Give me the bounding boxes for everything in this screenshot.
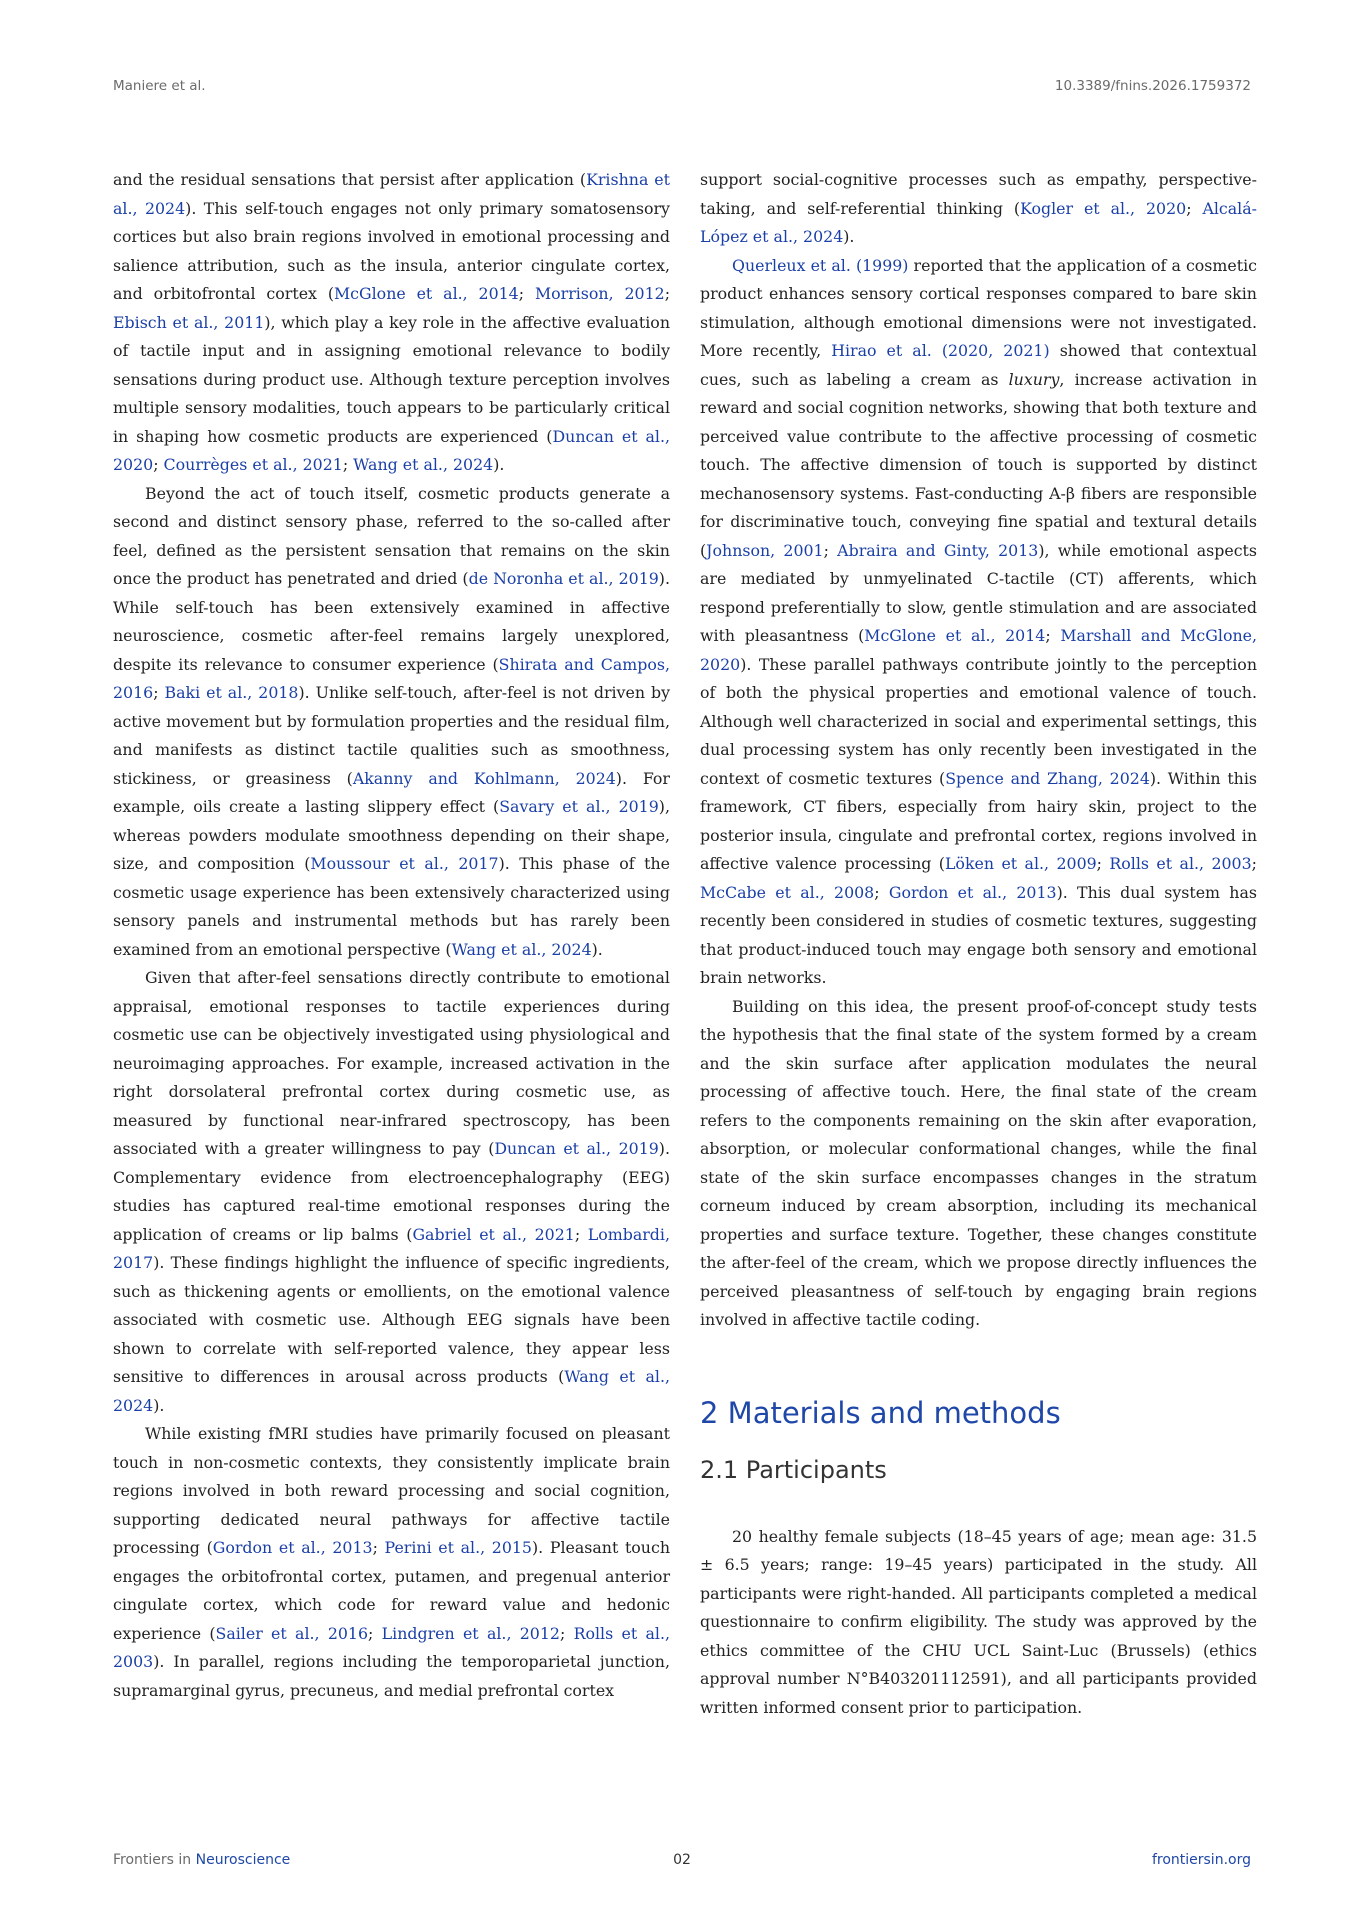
citation-link[interactable]: Alcalá-López et al., 2024 [700, 198, 1257, 246]
text: ). This phase of the cosmetic usage experience has been extensively characterized using sensory panels and instrumental methods but has rarely been examined from an emotional perspective ( [113, 854, 670, 959]
citation-link[interactable]: Gordon et al., 2013 [212, 1538, 373, 1557]
text: ). [493, 455, 505, 474]
site-link[interactable]: frontiersin.org [1151, 1852, 1251, 1868]
text: ; [874, 882, 889, 902]
citation-link[interactable]: Rolls et al., 2003 [1109, 854, 1252, 873]
text: ; [574, 1224, 588, 1244]
text: ). In parallel, regions including the temporoparietal junction, supramarginal gyrus, precuneus, and medial prefrontal cortex [113, 1652, 670, 1700]
text: , increase activation in reward and social cognition networks, showing that both texture and perceived value contribute to the affective processing of cosmetic touch. The affective dimension of touch is supported by distinct mechanosensory systems. Fast-conducting A-β fibers are responsible for discriminative touch, conveying fine spatial and textural details ( [700, 369, 1257, 560]
citation-link[interactable]: Querleux et al. (1999) [732, 255, 909, 275]
text: ). [153, 1395, 165, 1415]
text: ), whereas powders modulate smoothness depending on their shape, size, and composition ( [113, 797, 670, 873]
citation-link[interactable]: de Noronha et al., 2019 [468, 569, 659, 588]
text: ). This dual system has recently been considered in studies of cosmetic textures, suggesting that product-induced touch may engage both sensory and emotional brain networks. [700, 882, 1258, 987]
text: ; [1045, 626, 1061, 645]
page-number: 02 [673, 1852, 691, 1868]
text: ; [372, 1538, 385, 1557]
citation-link[interactable]: Krishna et al., 2024 [113, 170, 671, 218]
journal-prefix: Frontiers in [113, 1852, 196, 1868]
paragraph [700, 166, 1257, 252]
right-column [700, 166, 1257, 1722]
citation-link[interactable]: Duncan et al., 2020 [113, 426, 670, 474]
emphasis: luxury [1008, 369, 1060, 389]
text: Given that after-feel sensations directly contribute to emotional appraisal, emotional responses to tactile experiences during cosmetic use can be objectively investigated using physiological and neuroimaging approaches. For example, increased activation in the right dorsolateral prefrontal cortex during cosmetic use, as measured by functional near-infrared spectroscopy, has been associated with a greater willingness to pay ( [113, 968, 670, 1158]
citation-link[interactable]: Duncan et al., 2019 [494, 1139, 659, 1158]
citation-link[interactable]: Baki et al., 2018 [164, 683, 299, 702]
page-header [113, 78, 1251, 94]
text: ; [823, 540, 838, 560]
text: ; [368, 1623, 382, 1643]
left-column [113, 166, 670, 1722]
citation-link[interactable]: Lindgren et al., 2012 [381, 1623, 560, 1643]
doi: 10.3389/fnins.2026.1759372 [1054, 78, 1251, 94]
paragraph [113, 1420, 670, 1705]
citation-link[interactable]: Gordon et al., 2013 [888, 882, 1057, 902]
article-body [113, 166, 1257, 1722]
citation-link[interactable]: Morrison, 2012 [534, 284, 665, 303]
citation-link[interactable]: Johnson, 2001 [706, 540, 824, 560]
citation-link[interactable]: Gabriel et al., 2021 [412, 1224, 575, 1244]
text: While existing fMRI studies have primarily focused on pleasant touch in non-cosmetic contexts, they consistently implicate brain regions involved in both reward processing and social cognition, supporting dedicated neural pathways for affective tactile processing ( [113, 1424, 670, 1557]
journal-link[interactable]: Neuroscience [195, 1852, 291, 1868]
citation-link[interactable]: Akanny and Kohlmann, 2024 [352, 768, 616, 788]
text: ; [664, 284, 671, 303]
citation-link[interactable]: McGlone et al., 2014 [333, 284, 519, 303]
text: Beyond the act of touch itself, cosmetic products generate a second and distinct sensory phase, referred to the so-called after feel, defined as the persistent sensation that remains on the skin once the product has penetrated and dried ( [113, 483, 670, 588]
text: ; [153, 455, 164, 474]
text: ). [591, 939, 603, 959]
citation-link[interactable]: Savary et al., 2019 [499, 797, 659, 816]
page-footer [113, 1852, 1251, 1868]
text: ), while emotional aspects are mediated by unmyelinated C-tactile (CT) afferents, which respond preferentially to slow, gentle stimulation and are associated with pleasantness ( [700, 540, 1258, 645]
citation-link[interactable]: Lombardi, 2017 [113, 1224, 670, 1272]
citation-link[interactable]: Abraira and Ginty, 2013 [837, 540, 1039, 560]
journal-name [113, 1852, 290, 1868]
citation-link[interactable]: Wang et al., 2024 [113, 1367, 670, 1415]
paragraph: Building on this idea, the present proof-of-concept study tests the hypothesis that the final state of the system formed by a cream and the skin surface after application modulates the neural processing of affective touch. Here, the final state of the cream refers to the components remaining on the skin after evaporation, absorption, or molecular conformational changes, while the final state of the skin surface encompasses changes in the stratum corneum induced by cream absorption, including its mechanical properties and surface texture. Together, these changes constitute the after-feel of the cream, which we propose directly influences the perceived pleasantness of self-touch by engaging brain regions involved in affective tactile coding. [700, 996, 1257, 1329]
section-heading: 2 Materials and methods [700, 1395, 1061, 1430]
text: ). This self-touch engages not only primary somatosensory cortices but also brain regions involved in emotional processing and salience attribution, such as the insula, anterior cingulate cortex, and orbitofrontal cortex ( [113, 198, 670, 303]
citation-link[interactable]: Löken et al., 2009 [944, 854, 1097, 873]
text: and the residual sensations that persist after application ( [113, 170, 587, 189]
paragraph [113, 964, 670, 1420]
text: ; [1251, 854, 1257, 873]
citation-link[interactable]: Moussour et al., 2017 [310, 854, 499, 873]
citation-link[interactable]: Perini et al., 2015 [384, 1538, 532, 1557]
paragraph [113, 480, 670, 965]
citation-link[interactable]: Spence and Zhang, 2024 [945, 768, 1150, 788]
citation-link[interactable]: Shirata and Campos, 2016 [113, 654, 670, 702]
text: ). For example, oils create a lasting slippery effect ( [113, 768, 670, 816]
citation-link[interactable]: Hirao et al. (2020, 2021) [831, 341, 1050, 360]
running-author: Maniere et al. [113, 78, 206, 94]
citation-link[interactable]: Wang et al., 2024 [451, 939, 592, 959]
citation-link[interactable]: Kogler et al., 2020 [1020, 198, 1187, 218]
text: ). Unlike self-touch, after-feel is not driven by active movement but by formulation properties and the residual film, and manifests as distinct tactile qualities such as smoothness, stickiness, or greasiness ( [113, 683, 671, 788]
paragraph: 20 healthy female subjects (18–45 years of age; mean age: 31.5 ± 6.5 years; range: 19–45 years) participated in the study. All participants were right-handed. All participants completed a medical questionnaire to confirm eligibility. The study was approved by the ethics committee of the CHU UCL Saint-Luc (Brussels) (ethics approval number N°B403201112591), and all participants provided written informed consent prior to participation. [700, 1526, 1257, 1717]
text: ; [1186, 198, 1203, 218]
subsection-heading: 2.1 Participants [700, 1455, 887, 1484]
paragraph [113, 166, 670, 480]
citation-link[interactable]: McGlone et al., 2014 [864, 626, 1046, 645]
citation-link[interactable]: McCabe et al., 2008 [700, 882, 875, 902]
text: reported that the application of a cosmetic product enhances sensory cortical responses compared to bare skin stimulation, although emotional dimensions were not investigated. More recently, [700, 255, 1257, 360]
text: ). Complementary evidence from electroencephalography (EEG) studies has captured real-time emotional responses during the application of creams or lip balms ( [113, 1139, 670, 1244]
text: support social-cognitive processes such as empathy, perspective-taking, and self-referential thinking ( [700, 170, 1257, 218]
text: ). These findings highlight the influence of specific ingredients, such as thickening agents or emollients, on the emotional valence associated with cosmetic use. Although EEG signals have been shown to correlate with self-reported valence, they appear less sensitive to differences in arousal across products ( [113, 1253, 670, 1386]
citation-link[interactable]: Rolls et al., 2003 [113, 1623, 671, 1671]
text: ). Within this framework, CT fibers, especially from hairy skin, project to the posterior insula, cingulate and prefrontal cortex, regions involved in affective valence processing ( [700, 768, 1258, 873]
citation-link[interactable]: Ebisch et al., 2011 [113, 312, 265, 332]
text: ; [153, 683, 165, 702]
text: ), which play a key role in the affective evaluation of tactile input and in assigning emotional relevance to bodily sensations during product use. Although texture perception involves multiple sensory modalities, touch appears to be particularly critical in shaping how cosmetic products are experienced ( [113, 312, 670, 446]
text: ; [1096, 854, 1110, 873]
citation-link[interactable]: Marshall and McGlone, 2020 [700, 626, 1258, 674]
paragraph [700, 252, 1257, 993]
text: ). Pleasant touch engages the orbitofrontal cortex, putamen, and pregenual anterior cingulate cortex, which code for reward value and hedonic experience ( [113, 1538, 671, 1643]
text: ). These parallel pathways contribute jointly to the perception of both the physical properties and emotional valence of touch. Although well characterized in social and experimental settings, this dual processing system has only recently been investigated in the context of cosmetic textures ( [700, 654, 1257, 788]
citation-link[interactable]: Courrèges et al., 2021 [163, 455, 343, 474]
text: ; [342, 455, 354, 474]
text: ). [843, 227, 855, 246]
text: showed that contextual cues, such as labeling a cream as [700, 341, 1257, 389]
text: ). While self-touch has been extensively examined in affective neuroscience, cosmetic after-feel remains largely unexplored, despite its relevance to consumer experience ( [113, 569, 670, 674]
text: ; [518, 284, 535, 303]
citation-link[interactable]: Sailer et al., 2016 [215, 1623, 369, 1643]
text: ; [559, 1623, 574, 1643]
citation-link[interactable]: Wang et al., 2024 [353, 455, 494, 474]
